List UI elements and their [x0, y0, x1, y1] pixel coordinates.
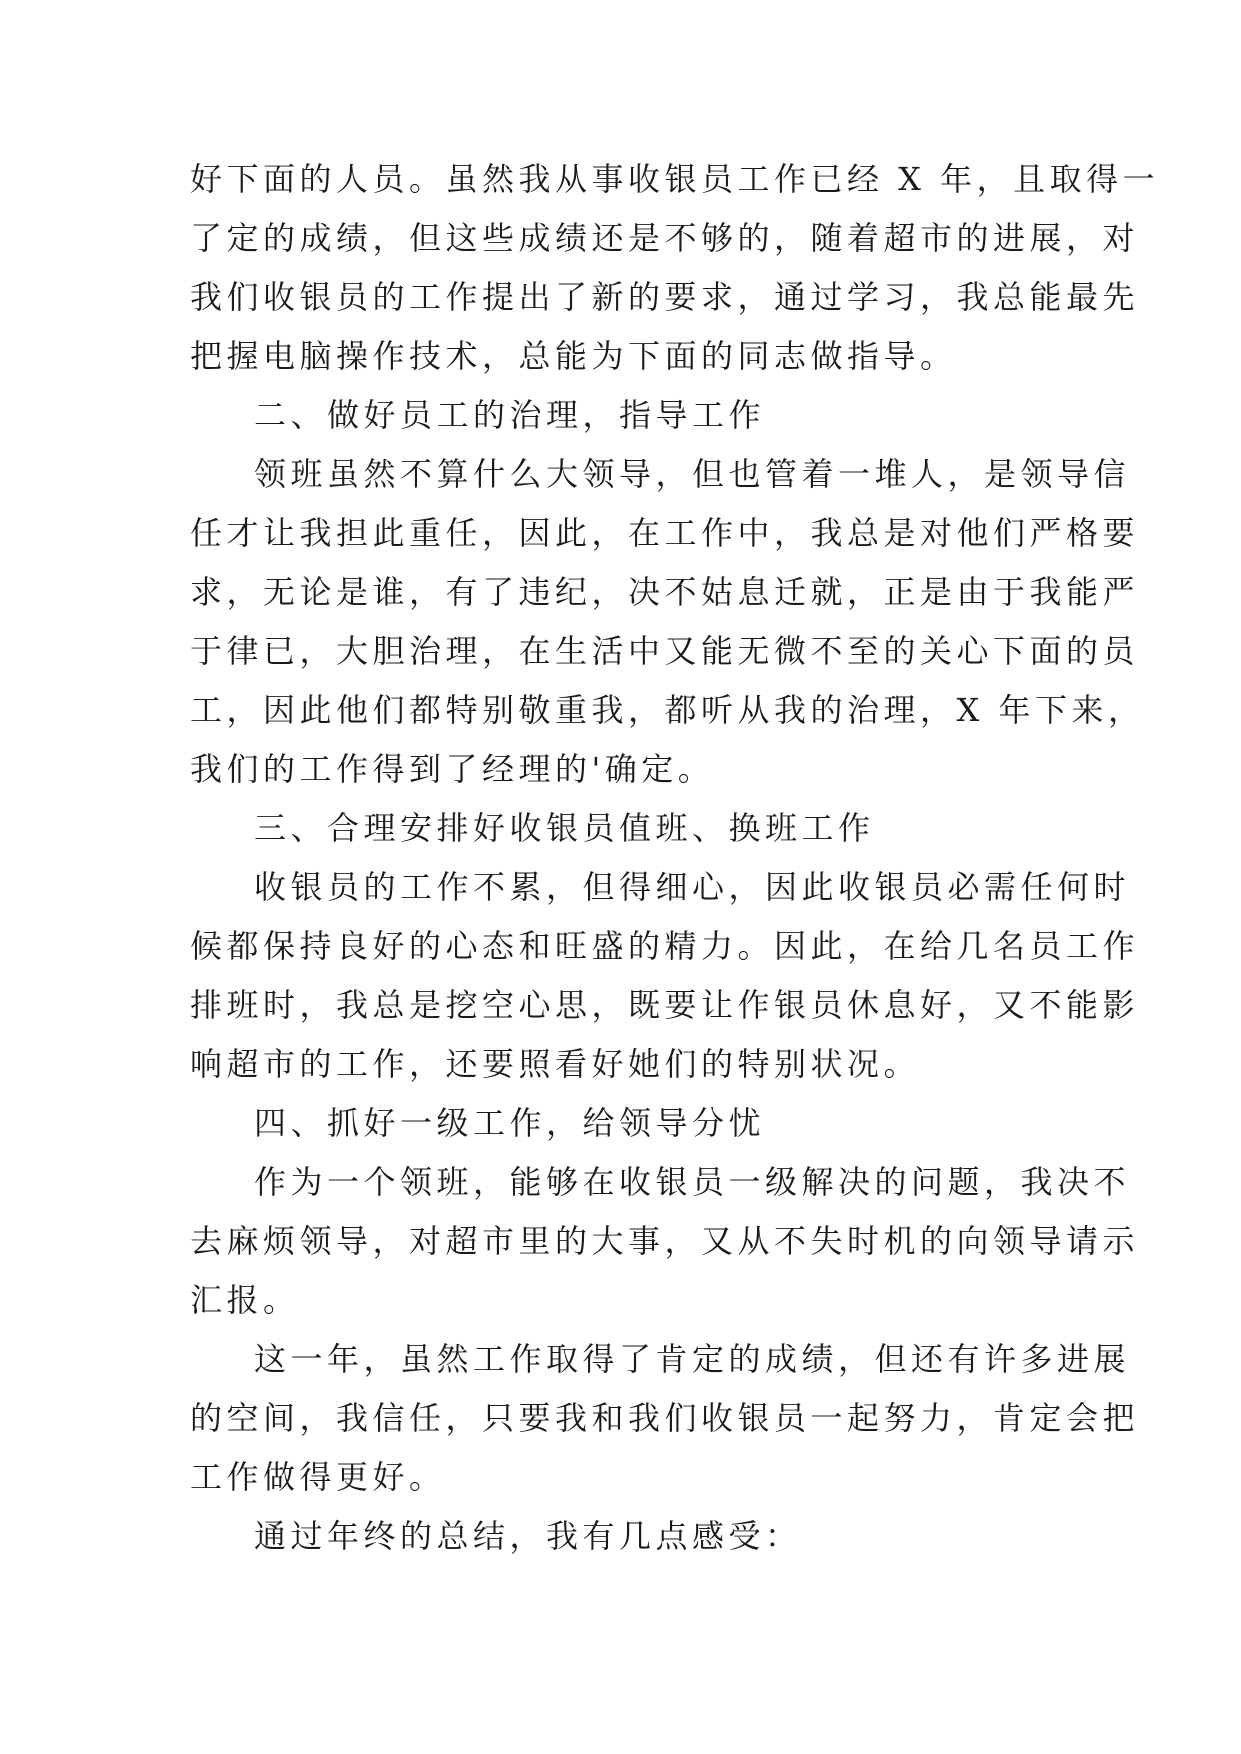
text-line: 领班虽然不算什么大领导，但也管着一堆人，是领导信	[254, 455, 1131, 493]
text-line: 汇报。	[190, 1281, 300, 1319]
text-line: 我们收银员的工作提出了新的要求，通过学习，我总能最先	[190, 278, 1140, 316]
text-line: 通过年终的总结，我有几点感受：	[254, 1517, 802, 1555]
paragraph	[190, 1507, 1050, 1566]
text-line: 我们的工作得到了经理的'确定。	[190, 750, 715, 788]
paragraph	[190, 1330, 1140, 1507]
text-line: 求，无论是谁，有了违纪，决不姑息迁就，正是由于我能严	[190, 573, 1140, 611]
text-line: 响超市的工作，还要照看好她们的特别状况。	[190, 1045, 921, 1083]
paragraph	[190, 1094, 1050, 1153]
text-line: 了定的成绩，但这些成绩还是不够的，随着超市的进展，对	[190, 219, 1140, 257]
text-line: 这一年，虽然工作取得了肯定的成绩，但还有许多进展	[254, 1340, 1131, 1378]
text-line: 于律已，大胆治理，在生活中又能无微不至的关心下面的员	[190, 632, 1140, 670]
text-line: 三、合理安排好收银员值班、换班工作	[254, 809, 875, 847]
text-line: 的空间，我信任，只要我和我们收银员一起努力，肯定会把	[190, 1399, 1140, 1437]
text-line: 任才让我担此重任，因此，在工作中，我总是对他们严格要	[190, 514, 1140, 552]
text-line: 排班时，我总是挖空心思，既要让作银员休息好，又不能影	[190, 986, 1140, 1024]
text-line: 去麻烦领导，对超市里的大事，又从不失时机的向领导请示	[190, 1222, 1140, 1260]
paragraph	[190, 445, 1145, 799]
paragraph	[190, 858, 1140, 1094]
text-line: 工作做得更好。	[190, 1458, 446, 1496]
text-line: 候都保持良好的心态和旺盛的精力。因此，在给几名员工作	[190, 927, 1140, 965]
text-line: 四、抓好一级工作，给领导分忧	[254, 1104, 766, 1142]
text-line: 作为一个领班，能够在收银员一级解决的问题，我决不	[254, 1163, 1131, 1201]
text-line: 工，因此他们都特别敬重我，都听从我的治理，X 年下来，	[190, 691, 1145, 729]
text-line: 收银员的工作不累，但得细心，因此收银员必需任何时	[254, 868, 1131, 906]
text-line: 把握电脑操作技术，总能为下面的同志做指导。	[190, 337, 957, 375]
paragraph	[190, 799, 1050, 858]
text-line: 好下面的人员。虽然我从事收银员工作已经 X 年，且取得一	[190, 160, 1160, 198]
document-body	[190, 150, 1160, 1566]
text-line: 二、做好员工的治理，指导工作	[254, 396, 766, 434]
paragraph	[190, 150, 1160, 386]
paragraph	[190, 1153, 1140, 1330]
paragraph	[190, 386, 1050, 445]
